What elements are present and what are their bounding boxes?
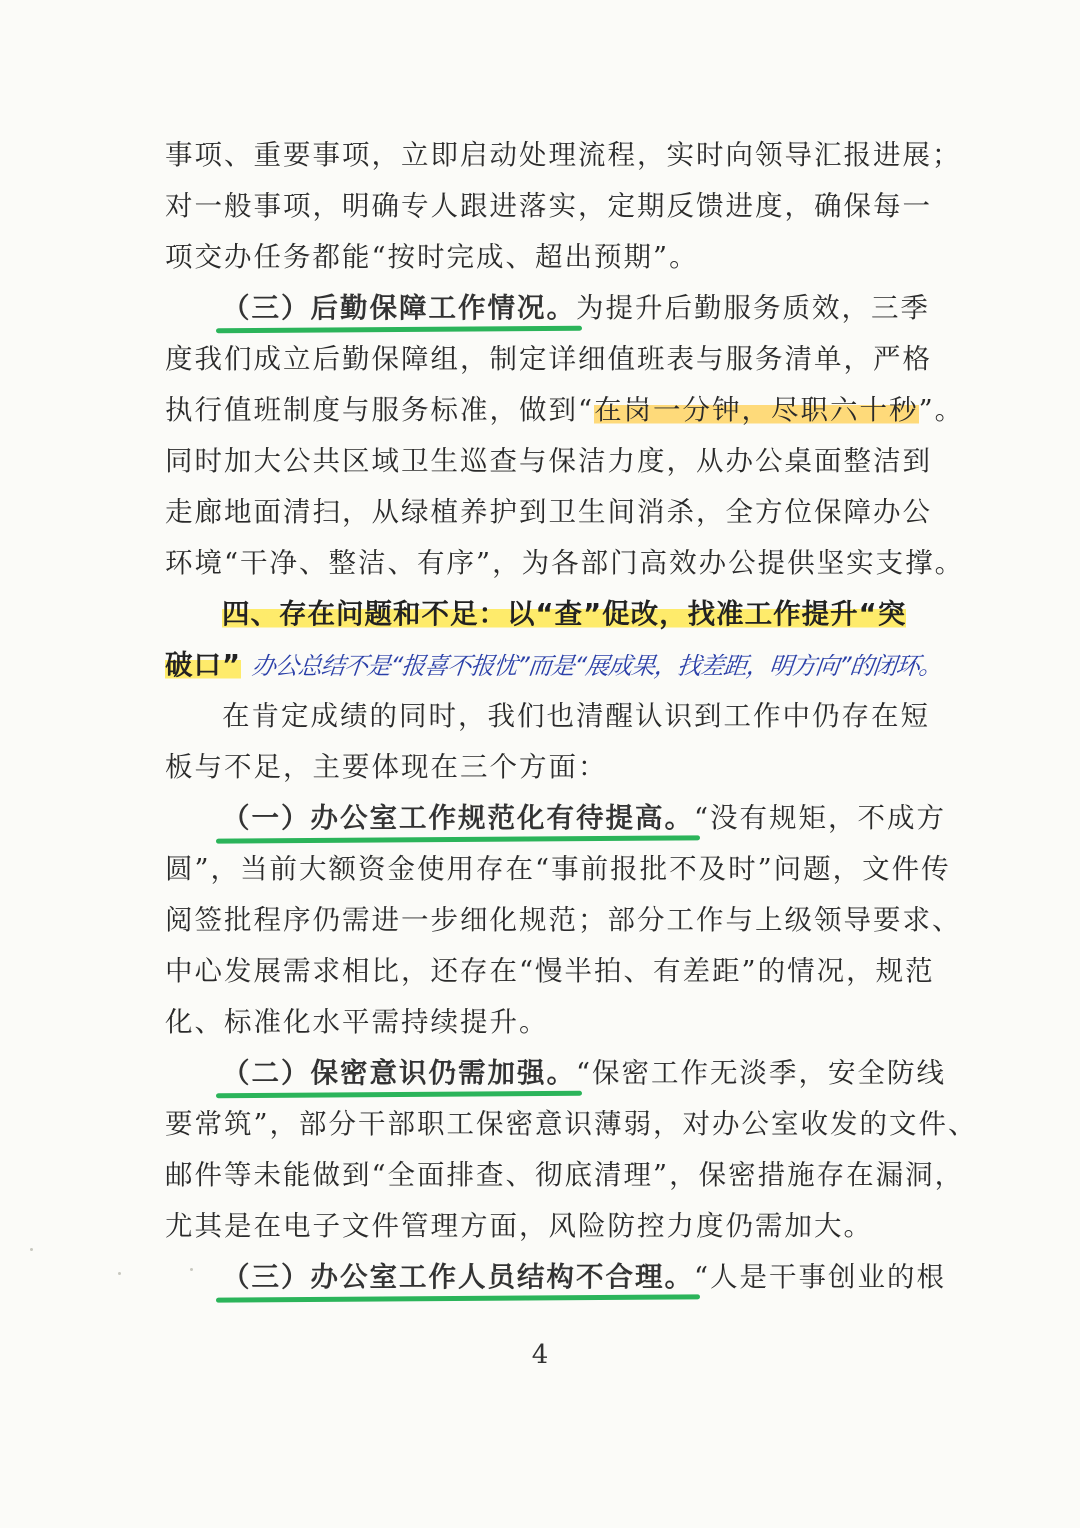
subheading-issue2: （二）保密意识仍需加强。 — [222, 1048, 576, 1099]
body-line: 尤其是在电子文件管理方面，风险防控力度仍需加大。 — [165, 1210, 873, 1242]
subheading-logistics: （三）后勤保障工作情况。 — [222, 283, 576, 334]
paper-speck — [190, 1268, 193, 1271]
paragraph-logistics-line-1 — [222, 283, 982, 334]
paragraph-issue2-line-1 — [222, 1048, 982, 1099]
body-line: 环境“干净、整洁、有序”，为各部门高效办公提供坚实支撑。 — [165, 547, 965, 579]
section-heading-problems-cont: 破口” — [165, 649, 242, 681]
body-text: “人是干事创业的根 — [694, 1261, 947, 1293]
body-text: ”。 — [918, 394, 965, 426]
subheading-issue1: （一）办公室工作规范化有待提高。 — [222, 793, 694, 844]
section-heading-problems: 四、存在问题和不足：以“查”促改，找准工作提升“突 — [222, 598, 907, 630]
paper-speck — [30, 1248, 33, 1251]
body-line: 度我们成立后勤保障组，制定详细值班表与服务清单，严格 — [165, 343, 932, 375]
body-line: 圆”，当前大额资金使用存在“事前报批不及时”问题，文件传 — [165, 853, 951, 885]
body-line: 对一般事项，明确专人跟进落实，定期反馈进度，确保每一 — [165, 190, 932, 222]
subheading-issue3: （三）办公室工作人员结构不合理。 — [222, 1252, 694, 1303]
body-line: 中心发展需求相比，还存在“慢半拍、有差距”的情况，规范 — [165, 955, 935, 987]
highlighted-phrase: 在岗一分钟，尽职六十秒 — [594, 394, 919, 426]
body-line: 走廊地面清扫，从绿植养护到卫生间消杀，全方位保障办公 — [165, 496, 932, 528]
body-line: 要常筑”，部分干部职工保密意识薄弱，对办公室收发的文件、 — [165, 1108, 978, 1140]
body-text: 执行值班制度与服务标准，做到“ — [165, 394, 595, 426]
handwritten-annotation: 办公总结不是“报喜不报忧”而是“展成果，找差距，明方向”的闭环。 — [250, 652, 944, 680]
body-line: 事项、重要事项，立即启动处理流程，实时向领导汇报进展； — [165, 139, 962, 171]
body-line: 化、标准化水平需持续提升。 — [165, 1006, 549, 1038]
body-line: 阅签批程序仍需进一步细化规范；部分工作与上级领导要求、 — [165, 904, 962, 936]
body-text: 为提升后勤服务质效，三季 — [576, 292, 930, 324]
body-line: 在肯定成绩的同时，我们也清醒认识到工作中仍存在短 — [222, 700, 930, 732]
body-text: “没有规矩，不成方 — [694, 802, 947, 834]
paper-speck — [118, 1272, 121, 1275]
body-line — [165, 385, 965, 436]
paragraph-issue3-line-1 — [222, 1252, 982, 1303]
body-text: “保密工作无淡季，安全防线 — [576, 1057, 947, 1089]
section-heading-line-1 — [222, 589, 982, 640]
page-number: 4 — [531, 1340, 549, 1370]
body-line: 项交办任务都能“按时完成、超出预期”。 — [165, 241, 699, 273]
body-line: 板与不足，主要体现在三个方面： — [165, 751, 608, 783]
section-heading-line-2 — [165, 640, 944, 691]
body-line: 邮件等未能做到“全面排查、彻底清理”，保密措施存在漏洞， — [165, 1159, 965, 1191]
body-line: 同时加大公共区域卫生巡查与保洁力度，从办公桌面整洁到 — [165, 445, 932, 477]
paragraph-issue1-line-1 — [222, 793, 982, 844]
